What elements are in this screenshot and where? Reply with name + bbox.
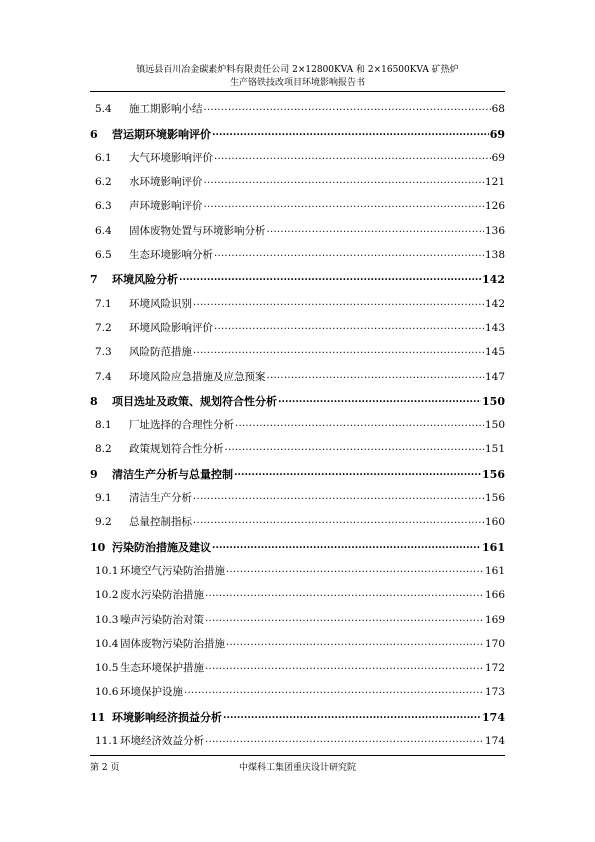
toc-entry-title: 环境经济效益分析 (120, 735, 204, 748)
toc-dot-leader (214, 150, 491, 163)
toc-entry[interactable] (90, 337, 505, 361)
toc-entry-page: 169 (484, 613, 505, 626)
toc-entry[interactable] (90, 143, 505, 167)
toc-entry-title: 环境保护设施 (120, 686, 183, 699)
toc-entry-title: 固体废物污染防治措施 (120, 637, 225, 650)
toc-entry-number: 10.6 (95, 686, 119, 699)
toc-dot-leader (226, 636, 484, 649)
toc-entry-page: 142 (482, 273, 505, 287)
toc-entry[interactable] (90, 726, 505, 750)
toc-entry-number: 10 (90, 540, 106, 554)
toc-entry-page: 161 (482, 540, 505, 554)
toc-dot-leader (205, 587, 484, 600)
footer-rule (90, 755, 505, 756)
toc-entry-number: 6.5 (95, 249, 112, 262)
toc-entry-title: 环境风险识别 (129, 297, 192, 310)
toc-entry[interactable] (90, 191, 505, 215)
table-of-contents (90, 94, 505, 750)
footer-organization: 中煤科工集团重庆设计研究院 (238, 763, 356, 773)
toc-dot-leader (193, 514, 484, 527)
toc-entry[interactable] (90, 167, 505, 191)
toc-entry-number: 7 (90, 273, 98, 287)
toc-entry-page: 145 (484, 346, 505, 359)
toc-dot-leader (212, 538, 481, 552)
toc-entry[interactable] (90, 410, 505, 434)
toc-entry-number: 7.3 (95, 346, 112, 359)
toc-dot-leader (205, 733, 484, 746)
toc-entry[interactable] (90, 580, 505, 604)
toc-entry-number: 9 (90, 467, 98, 481)
toc-entry-title: 生态环境影响分析 (129, 249, 213, 262)
toc-entry-title: 固体废物处置与环境影响分析 (129, 224, 266, 237)
toc-entry-page: 150 (482, 394, 505, 408)
toc-entry-page: 174 (484, 735, 505, 748)
toc-entry[interactable] (90, 361, 505, 385)
toc-entry-page: 160 (484, 516, 505, 529)
toc-entry-page: 161 (484, 564, 505, 577)
toc-entry-title: 水环境影响评价 (129, 176, 203, 189)
toc-dot-leader (205, 612, 484, 625)
toc-dot-leader (267, 223, 484, 236)
toc-entry[interactable] (90, 701, 505, 725)
toc-entry-number: 9.1 (95, 492, 112, 505)
toc-dot-leader (179, 270, 481, 284)
toc-entry-title: 声环境影响评价 (129, 200, 203, 213)
toc-dot-leader (267, 369, 484, 382)
toc-entry-page: 69 (489, 127, 505, 141)
toc-entry-title: 项目选址及政策、规划符合性分析 (112, 394, 277, 408)
toc-entry-page: 136 (484, 224, 505, 237)
toc-dot-leader (223, 708, 481, 722)
toc-entry-page: 170 (484, 637, 505, 650)
toc-entry[interactable] (90, 288, 505, 312)
toc-dot-leader (193, 490, 484, 503)
toc-entry-number: 7.4 (95, 370, 112, 383)
toc-entry[interactable] (90, 434, 505, 458)
toc-entry[interactable] (90, 386, 505, 410)
toc-entry-title: 风险防范措施 (129, 346, 192, 359)
toc-dot-leader (205, 660, 484, 673)
toc-entry-page: 121 (484, 176, 505, 189)
header-line-2: 生产铬铁技改项目环境影响报告书 (229, 78, 365, 88)
toc-entry-number: 9.2 (95, 516, 112, 529)
toc-dot-leader (225, 441, 484, 454)
toc-entry-number: 11 (90, 710, 106, 724)
toc-entry[interactable] (90, 483, 505, 507)
toc-entry-number: 6 (90, 127, 98, 141)
toc-entry-page: 156 (484, 492, 505, 505)
toc-entry-page: 68 (491, 103, 505, 116)
toc-entry-title: 总量控制指标 (129, 516, 192, 529)
toc-entry-number: 10.2 (95, 589, 119, 602)
toc-entry-number: 5.4 (95, 103, 112, 116)
toc-dot-leader (234, 465, 481, 479)
toc-entry-page: 69 (491, 151, 505, 164)
toc-entry-title: 大气环境影响评价 (129, 151, 213, 164)
toc-entry-title: 环境风险应急措施及应急预案 (129, 370, 266, 383)
toc-entry-page: 173 (484, 686, 505, 699)
toc-entry[interactable] (90, 507, 505, 531)
toc-entry-title: 环境风险分析 (112, 273, 178, 287)
toc-dot-leader (204, 174, 484, 187)
toc-entry-title: 清洁生产分析与总量控制 (112, 467, 233, 481)
toc-entry-title: 生态环境保护措施 (120, 662, 204, 675)
toc-entry-title: 施工期影响小结 (129, 103, 203, 116)
toc-entry[interactable] (90, 313, 505, 337)
toc-entry-title: 废水污染防治措施 (120, 589, 204, 602)
toc-entry[interactable] (90, 458, 505, 482)
toc-entry-number: 10.3 (95, 613, 119, 626)
toc-entry-page: 126 (484, 200, 505, 213)
toc-entry[interactable] (90, 118, 505, 142)
toc-entry-number: 10.5 (95, 662, 119, 675)
toc-entry[interactable] (90, 556, 505, 580)
toc-entry-page: 174 (482, 710, 505, 724)
toc-entry-title: 环境风险影响评价 (129, 321, 213, 334)
toc-dot-leader (235, 417, 484, 430)
toc-entry-number: 8 (90, 394, 98, 408)
toc-dot-leader (204, 101, 491, 114)
toc-entry-title: 环境影响经济损益分析 (112, 710, 222, 724)
header-rule (90, 91, 505, 92)
toc-entry-title: 环境空气污染防治措施 (120, 564, 225, 577)
toc-entry-number: 6.2 (95, 176, 112, 189)
toc-entry-number: 6.4 (95, 224, 112, 237)
toc-entry[interactable] (90, 531, 505, 555)
toc-entry-page: 143 (484, 321, 505, 334)
toc-entry-page: 138 (484, 249, 505, 262)
toc-entry[interactable] (90, 677, 505, 701)
toc-entry-title: 噪声污染防治对策 (120, 613, 204, 626)
header-line-1: 镇远县百川冶金碳素炉料有限责任公司 2×12800KVA 和 2×16500KVA 矿热炉 (136, 65, 459, 75)
toc-dot-leader (193, 296, 484, 309)
toc-entry-title: 污染防治措施及建议 (112, 540, 211, 554)
toc-entry-number: 11.1 (95, 735, 119, 748)
toc-entry-page: 151 (484, 443, 505, 456)
toc-dot-leader (193, 344, 484, 357)
page-number: 第 2 页 (90, 763, 120, 773)
toc-entry-number: 10.1 (95, 564, 119, 577)
toc-entry-page: 150 (484, 419, 505, 432)
toc-entry-page: 166 (484, 589, 505, 602)
toc-entry-title: 厂址选择的合理性分析 (129, 419, 234, 432)
toc-entry-page: 147 (484, 370, 505, 383)
toc-entry[interactable] (90, 94, 505, 118)
toc-dot-leader (214, 320, 484, 333)
toc-entry-number: 6.3 (95, 200, 112, 213)
toc-entry-number: 7.2 (95, 321, 112, 334)
toc-entry-number: 7.1 (95, 297, 112, 310)
toc-entry-title: 清洁生产分析 (129, 492, 192, 505)
toc-dot-leader (204, 198, 484, 211)
toc-entry-number: 8.1 (95, 419, 112, 432)
toc-entry[interactable] (90, 264, 505, 288)
toc-dot-leader (212, 125, 489, 139)
toc-entry-number: 10.4 (95, 637, 119, 650)
toc-entry[interactable] (90, 604, 505, 628)
toc-dot-leader (278, 392, 481, 406)
toc-entry[interactable] (90, 629, 505, 653)
toc-dot-leader (184, 684, 484, 697)
toc-entry-page: 172 (484, 662, 505, 675)
toc-entry-page: 142 (484, 297, 505, 310)
toc-entry-number: 6.1 (95, 151, 112, 164)
toc-entry-title: 政策规划符合性分析 (129, 443, 224, 456)
toc-entry-page: 156 (482, 467, 505, 481)
toc-entry[interactable] (90, 215, 505, 239)
toc-dot-leader (214, 247, 484, 260)
toc-entry[interactable] (90, 240, 505, 264)
toc-entry[interactable] (90, 653, 505, 677)
toc-dot-leader (226, 563, 484, 576)
toc-entry-number: 8.2 (95, 443, 112, 456)
toc-entry-title: 营运期环境影响评价 (112, 127, 211, 141)
